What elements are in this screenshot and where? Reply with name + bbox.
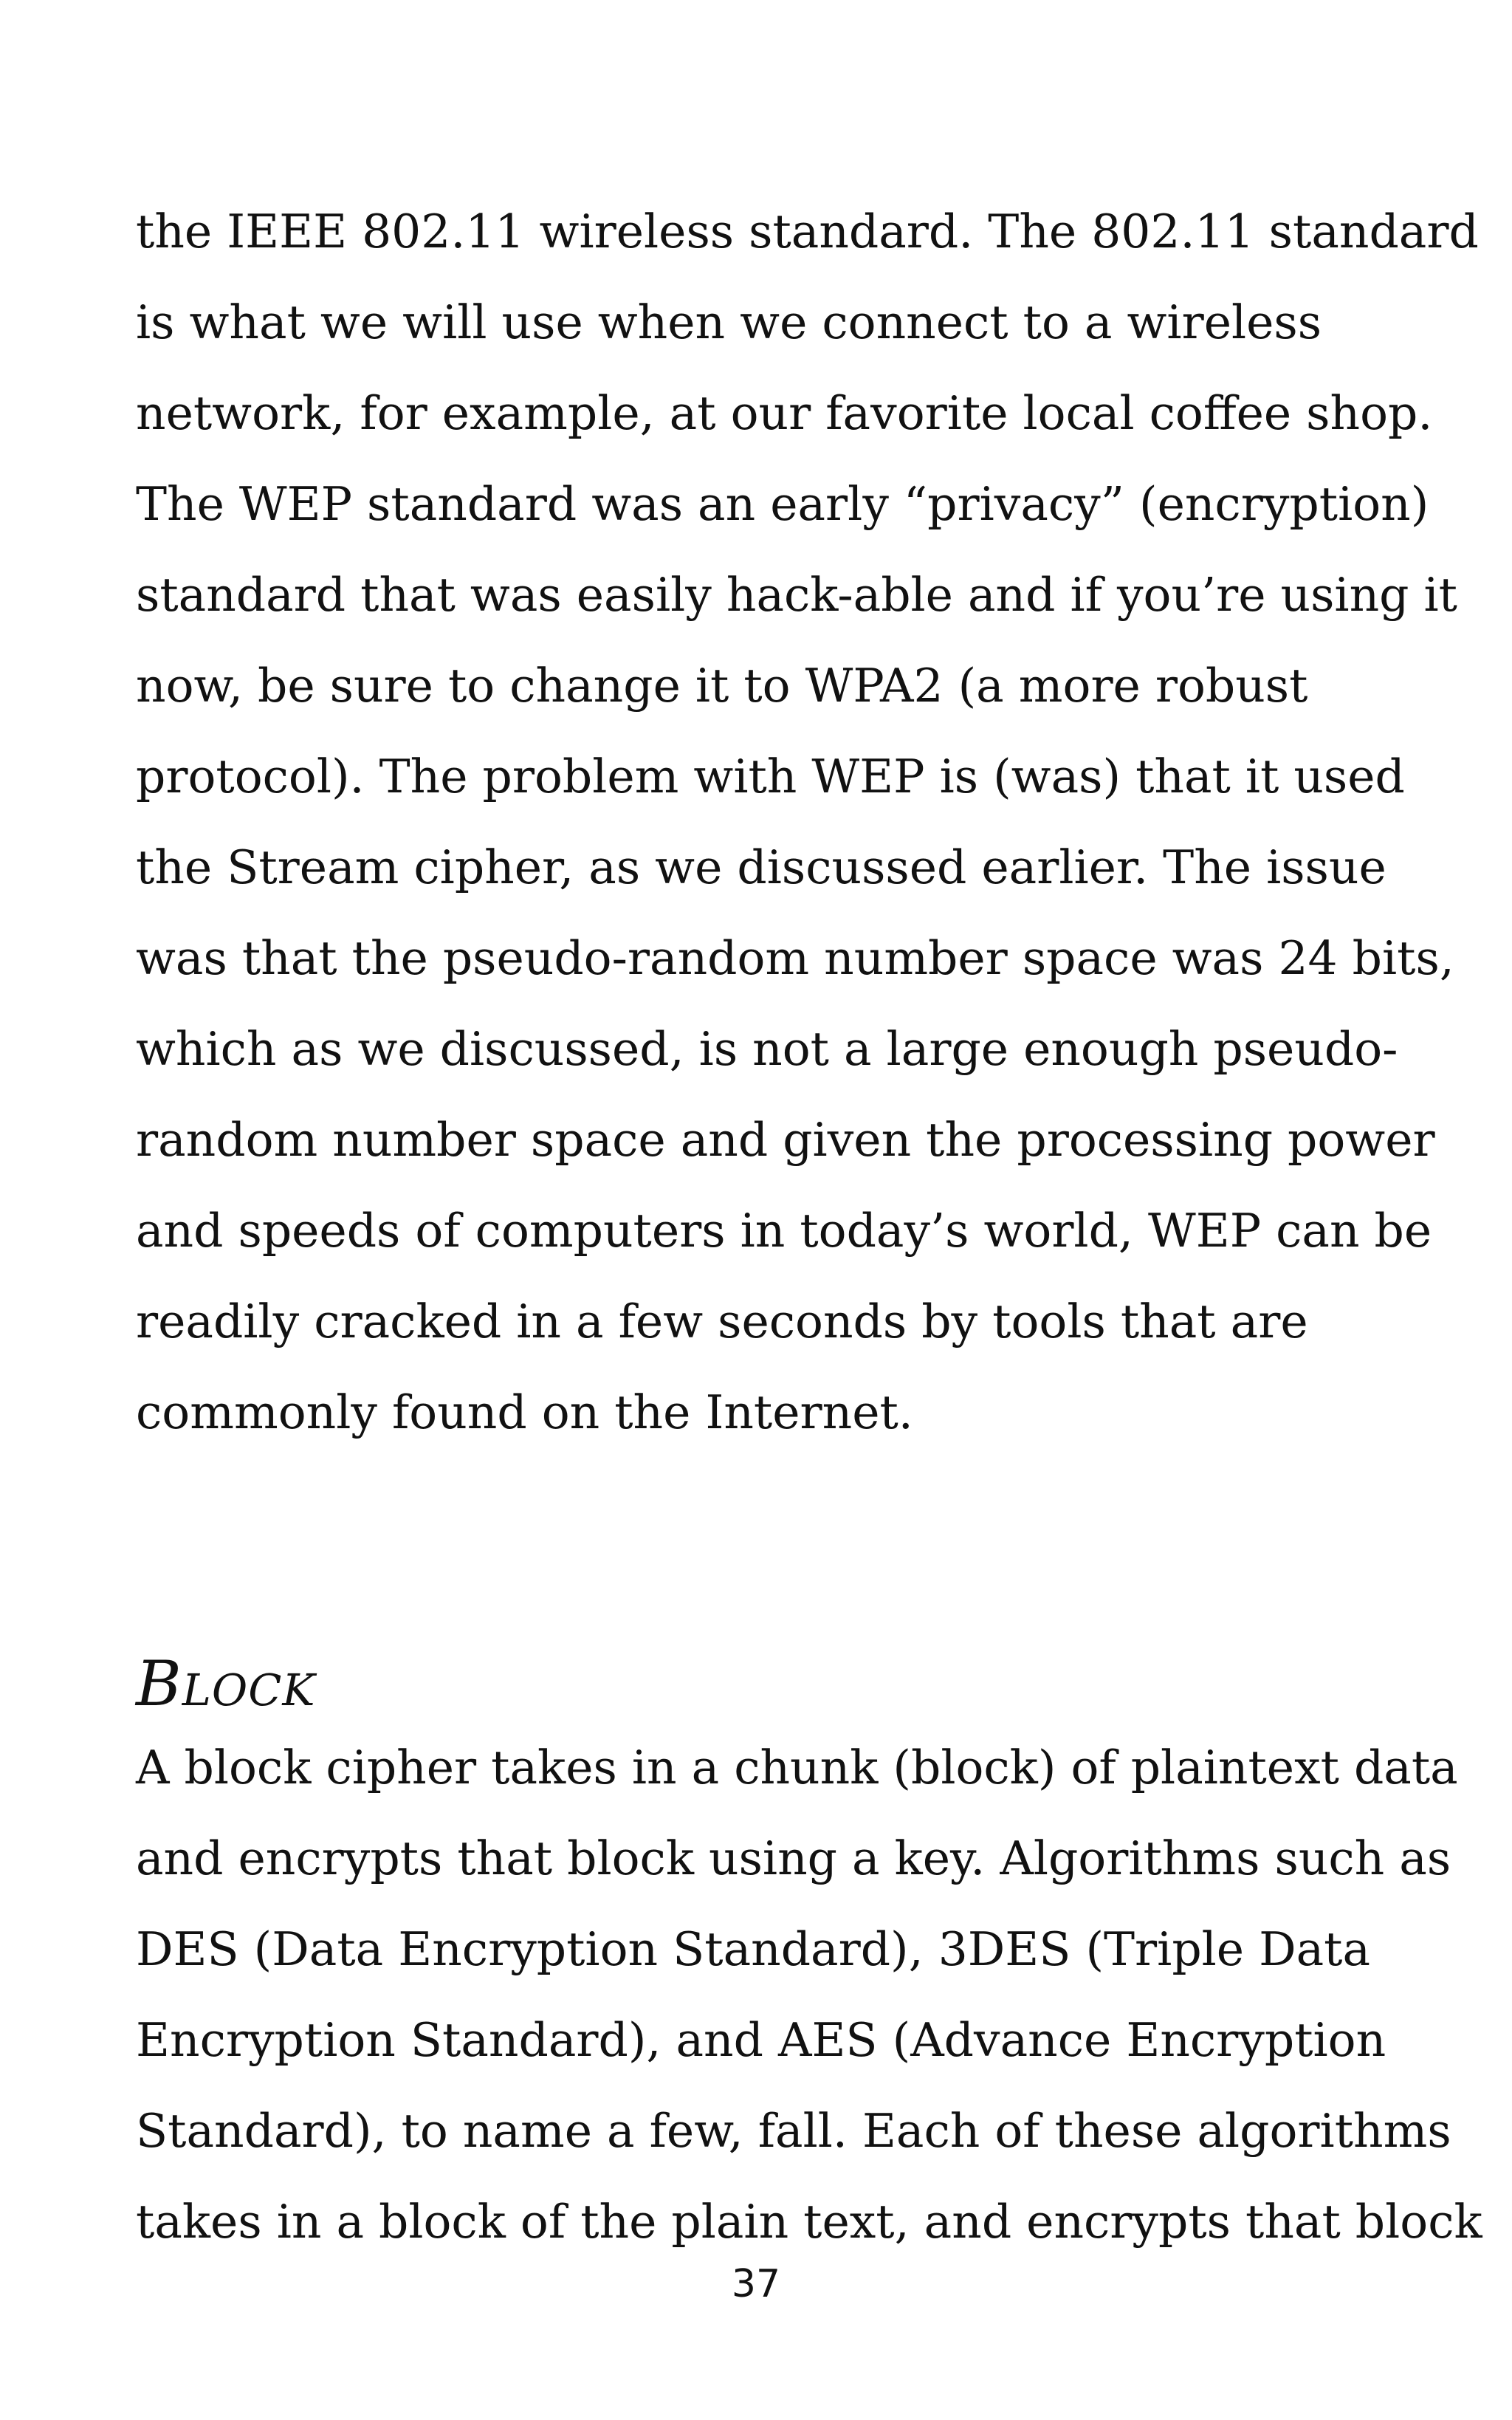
text-line: now, be sure to change it to WPA2 (a more robust xyxy=(136,659,1308,713)
text-line: which as we discussed, is not a large enough pseudo- xyxy=(136,1022,1398,1076)
text-line: takes in a block of the plain text, and encrypts that block xyxy=(136,2195,1482,2249)
text-line: protocol). The problem with WEP is (was) that it used xyxy=(136,750,1405,803)
text-line: commonly found on the Internet. xyxy=(136,1385,913,1439)
page-number: 37 xyxy=(731,2262,781,2306)
text-line: The WEP standard was an early “privacy” (encryption) xyxy=(136,477,1429,531)
text-line: DES (Data Encryption Standard), 3DES (Triple Data xyxy=(136,1922,1371,1976)
text-line: was that the pseudo-random number space was 24 bits, xyxy=(136,931,1454,985)
text-line: and encrypts that block using a key. Algorithms such as xyxy=(136,1831,1451,1885)
text-line: network, for example, at our favorite local coffee shop. xyxy=(136,386,1433,440)
text-line: readily cracked in a few seconds by tools that are xyxy=(136,1295,1308,1348)
section-heading-block: Block xyxy=(136,1648,316,1720)
text-line: standard that was easily hack-able and if you’re using it xyxy=(136,568,1457,622)
text-line: the Stream cipher, as we discussed earlier. The issue xyxy=(136,840,1386,894)
text-line: and speeds of computers in today’s world, WEP can be xyxy=(136,1204,1432,1258)
text-line: Encryption Standard), and AES (Advance Encryption xyxy=(136,2013,1386,2067)
text-line: random number space and given the processing power xyxy=(136,1113,1435,1167)
text-line: A block cipher takes in a chunk (block) of plaintext data xyxy=(136,1741,1458,1795)
paragraph-block-cipher xyxy=(136,1722,1482,2267)
paragraph-wep-standard xyxy=(136,186,1479,1458)
text-line: Standard), to name a few, fall. Each of these algorithms xyxy=(136,2104,1451,2158)
text-line: the IEEE 802.11 wireless standard. The 802.11 standard xyxy=(136,205,1479,258)
text-line: is what we will use when we connect to a wireless xyxy=(136,295,1322,349)
